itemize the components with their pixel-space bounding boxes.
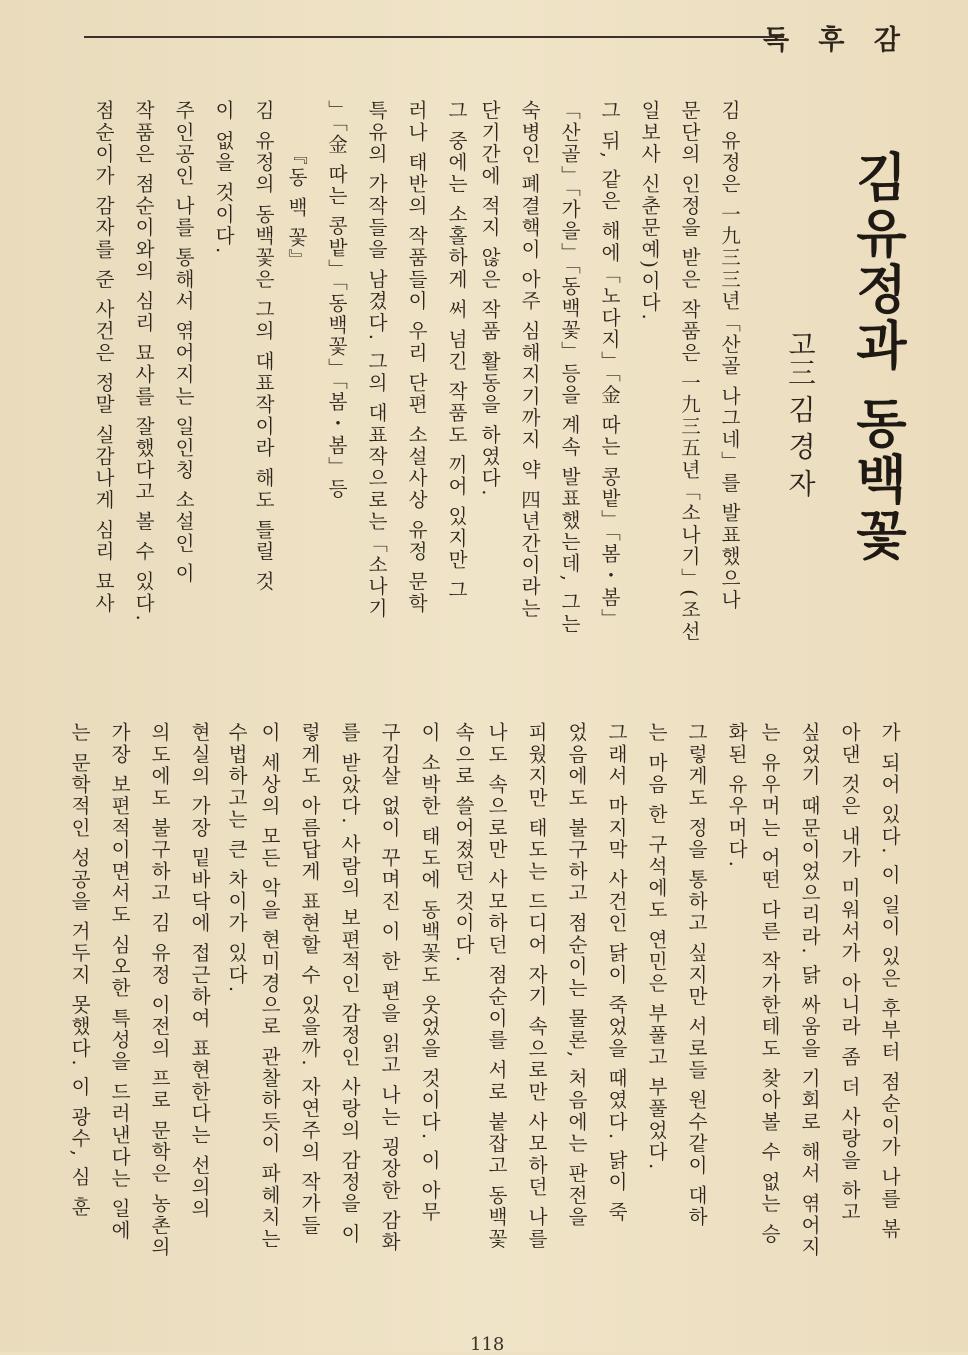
top-text-column: 「산골」「가을」「동백꽃」등을 계속 발표했는데, 그는 (558, 100, 581, 635)
bottom-text-column: 가장 보편적이면서도 심오한 특성을 드러낸다는 일에 (108, 722, 131, 1242)
top-text-column: 그 뒤, 같은 해에「노다지」「金 따는 콩밭」「봄・봄」 (598, 100, 621, 630)
bottom-text-column: 화된 유우머다. (725, 722, 748, 869)
top-text-column: 김 유정의 동백꽃은 그의 대표작이라 해도 틀릴 것 (252, 100, 275, 593)
top-text-column: 그 중에는 소홀하게 써 넘긴 작품도 끼어 있지만 그 (445, 100, 468, 602)
bottom-text-column: 이 소박한 태도에 동백꽃도 웃었을 것이다. 이 아무 (418, 722, 441, 1224)
top-text-column: 숙병인 폐결핵이 아주 심해지기까지 약 四년간이라는 (518, 100, 541, 620)
top-text-column: 일보사 신춘문예)이다. (638, 100, 661, 322)
top-text-column: 」「金 따는 콩밭」「동백꽃」「봄・봄」등 (325, 100, 348, 500)
bottom-text-column: 속으로 쓸어졌던 것이다. (452, 722, 475, 965)
bottom-text-column: 현실의 가장 밑바닥에 접근하여 표현한다는 선의의 (188, 722, 211, 1220)
bottom-text-column: 구김살 없이 꾸며진 이 한 편을 읽고 나는 굉장한 감화 (378, 722, 401, 1254)
bottom-text-column: 렇게도 아름답게 표현할 수 있을까. 자연주의 작가들 (298, 722, 321, 1237)
section-label: 독 후 감 (762, 25, 910, 56)
bottom-text-column: 나도 속으로만 사모하던 점순이를 서로 붙잡고 동백꽃 (485, 722, 508, 1250)
bottom-text-column: 는 마음 한 구석에도 연민은 부풀고 부풀었다. (645, 722, 668, 1172)
article-byline: 고三 김 경 자 (784, 330, 817, 497)
top-text-column: 작품은 점순이와의 심리 묘사를 잘했다고 볼 수 있다. (132, 100, 155, 623)
bottom-text-column: 었음에도 불구하고 점순이는 물론, 처음에는 판전을 (565, 722, 588, 1229)
top-text-column: 단기간에 적지 않은 작품 활동을 하였다. (478, 100, 501, 498)
bottom-text-column: 는 유우머는 어떤 다른 작가한테도 찾아볼 수 없는 승 (758, 722, 781, 1245)
top-text-column: 러나 태반의 작품들이 우리 단편 소설사상 유정 문학 (405, 100, 428, 615)
page-number: 118 (470, 1334, 505, 1355)
header-rule (84, 36, 784, 38)
bottom-text-column: 그래서 마지막 사건인 닭이 죽었을 때였다. 닭이 죽 (605, 722, 628, 1224)
top-text-column: 특유의 가작들을 남겼다. 그의 대표작으로는「소나기 (365, 100, 388, 620)
bottom-text-column: 는 문학적인 성공을 거두지 못했다. 이 광수, 심 훈 (68, 722, 91, 1219)
top-text-column: 문단의 인정을 받은 작품은 一九三五년「소나기」(조선 (678, 100, 701, 643)
top-text-column: 주인공인 나를 통해서 엮어지는 일인칭 소설인 이 (172, 100, 195, 585)
top-text-column: 이 없을 것이다. (212, 100, 235, 256)
article-title: 김유정과 동백꽃 (846, 150, 907, 565)
bottom-text-column: 수법하고는 큰 차이가 있다. (225, 722, 248, 995)
bottom-text-column: 피웠지만 태도는 드디어 자기 속으로만 사모하던 나를 (525, 722, 548, 1250)
bottom-text-column: 싶었기 때문이었으리라. 닭 싸움을 기회로 해서 엮어지 (798, 722, 821, 1259)
top-text-column: 점순이가 감자를 준 사건은 정말 실감나게 심리 묘사 (92, 100, 115, 615)
bottom-text-column: 이 세상의 모든 악을 현미경으로 관찰하듯이 파헤치는 (258, 722, 281, 1250)
top-text-column: 『동 백 꽃』 (285, 145, 308, 271)
bottom-text-column: 를 받았다. 사람의 보편적인 감정인 사랑의 감정을 이 (338, 722, 361, 1245)
bottom-text-column: 가 되어 있다. 이 일이 있은 후부터 점순이가 나를 볶 (878, 722, 901, 1240)
bottom-text-column: 그렇게도 정을 통하고 싶지만 서로들 원수같이 대하 (685, 722, 708, 1229)
top-text-column: 김 유정은 一九三三년「산골 나그네」를 발표했으나 (718, 100, 741, 611)
bottom-text-column: 아댄 것은 내가 미워서가 아니라 좀 더 사랑을 하고 (838, 722, 861, 1224)
bottom-text-column: 의도에도 불구하고 김 유정 이전의 프로 문학은 농촌의 (148, 722, 171, 1259)
